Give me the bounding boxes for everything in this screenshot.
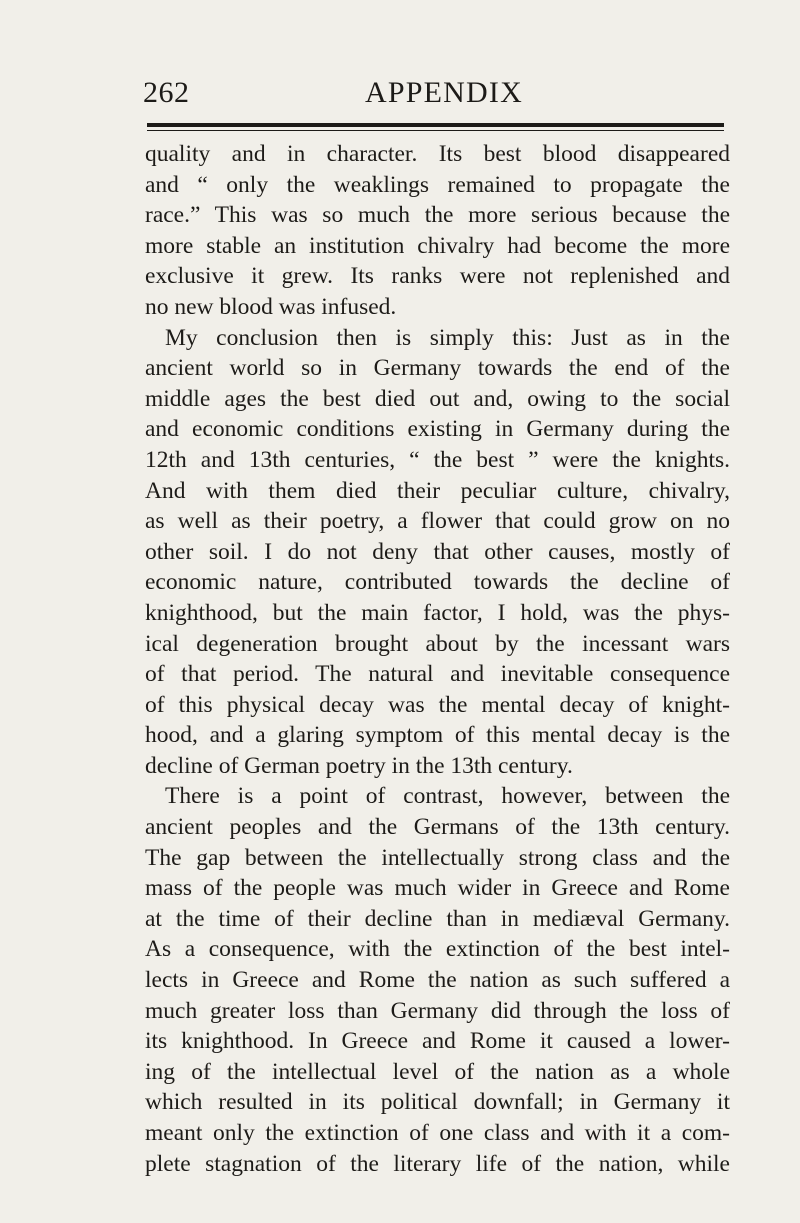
text-line: knighthood, but the main factor, I hold, was the phys-: [145, 599, 730, 626]
text-line: As a consequence, with the extinction of the best intel-: [145, 936, 730, 963]
text-line: race.” This was so much the more serious because the: [145, 202, 730, 229]
text-line: much greater loss than Germany did through the loss of: [145, 997, 730, 1024]
text-line: of this physical decay was the mental decay of knight-: [145, 691, 730, 718]
text-line: other soil. I do not deny that other causes, mostly of: [145, 538, 730, 565]
text-line: And with them died their peculiar culture, chivalry,: [145, 477, 730, 504]
text-line: and economic conditions existing in Germany during the: [145, 416, 730, 443]
text-line: mass of the people was much wider in Greece and Rome: [145, 875, 730, 902]
text-line: which resulted in its political downfall; in Germany it: [145, 1089, 730, 1116]
text-line: ical degeneration brought about by the incessant wars: [145, 630, 730, 657]
text-line: ancient peoples and the Germans of the 13th century.: [145, 814, 730, 841]
text-line: The gap between the intellectually strong class and the: [145, 844, 730, 871]
text-line: 12th and 13th centuries, “ the best ” were the knights.: [145, 446, 730, 473]
text-line: as well as their poetry, a flower that could grow on no: [145, 508, 730, 535]
text-line: economic nature, contributed towards the decline of: [145, 569, 730, 596]
text-line: lects in Greece and Rome the nation as such suffered a: [145, 967, 730, 994]
text-line: decline of German poetry in the 13th century.: [145, 752, 573, 779]
running-title: APPENDIX: [365, 76, 523, 109]
text-line: its knighthood. In Greece and Rome it caused a lower-: [145, 1028, 730, 1055]
text-line: middle ages the best died out and, owing to the social: [145, 385, 730, 412]
text-line: of that period. The natural and inevitable consequence: [145, 661, 730, 688]
text-line: exclusive it grew. Its ranks were not replenished and: [145, 263, 730, 290]
text-line: at the time of their decline than in mediæval Germany.: [145, 905, 730, 932]
page-number: 262: [143, 76, 190, 109]
text-line: My conclusion then is simply this: Just as in the: [165, 324, 730, 351]
header-rule-thick: [147, 123, 724, 127]
text-line: plete stagnation of the literary life of the nation, while: [145, 1150, 730, 1177]
text-line: more stable an institution chivalry had become the more: [145, 232, 730, 259]
text-line: ing of the intellectual level of the nation as a whole: [145, 1058, 730, 1085]
text-line: no new blood was infused.: [145, 293, 397, 320]
running-head: [143, 73, 725, 113]
text-line: hood, and a glaring symptom of this mental decay is the: [145, 722, 730, 749]
body-text: [145, 139, 730, 1179]
text-line: meant only the extinction of one class and with it a com-: [145, 1120, 730, 1146]
text-line: quality and in character. Its best blood disappeared: [145, 141, 730, 167]
header-rule-thin: [147, 130, 724, 131]
text-line: and “ only the weaklings remained to propagate the: [145, 171, 730, 198]
text-line: There is a point of contrast, however, between the: [165, 783, 730, 810]
text-line: ancient world so in Germany towards the end of the: [145, 355, 730, 382]
